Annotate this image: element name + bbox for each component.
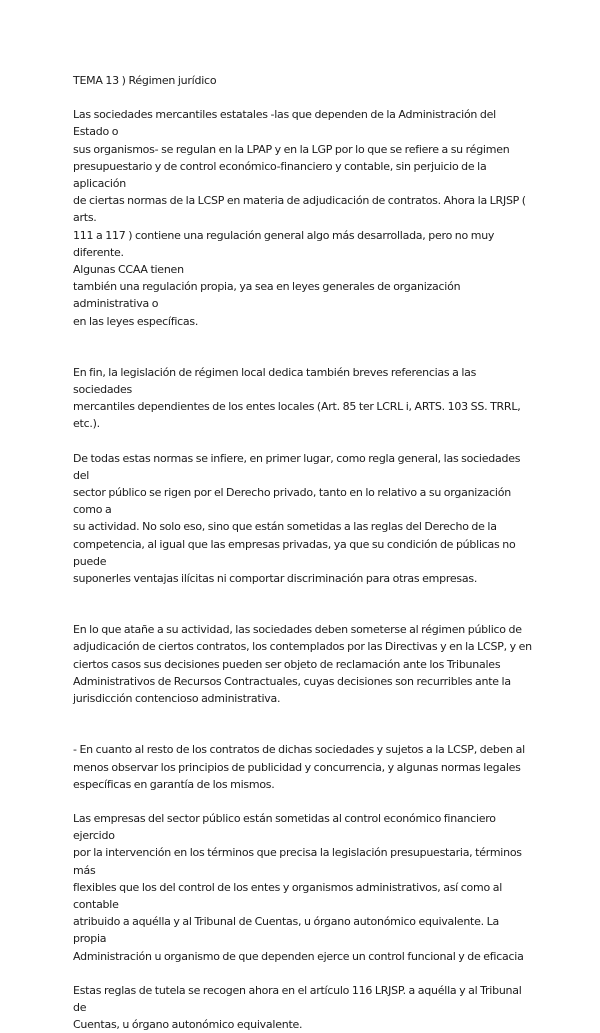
- document-body: [73, 72, 533, 1033]
- paragraph-derecho-privado: De todas estas normas se infiere, en primer lugar, como regla general, las sociedades del sector público se rigen por el Derecho privado, tanto en lo relativo a su organización como a su actividad. No solo eso, sino que están sometidas a las reglas del Derecho de la competencia, al igual que las empresas privadas, ya que su condición de públicas no puede suponerles ventajas ilícitas ni comportar discriminación para otras empresas.: [73, 451, 521, 586]
- paragraph-control-economico: Las empresas del sector público están sometidas al control económico financiero ejercido por la intervención en los términos que precisa la legislación presupuestaria, términos más flexibles que los del control de los entes y organismos administrativos, así como al contable atribuido a aquélla y al Tribunal de Cuentas, u órgano autonómico equivalente. La propia Administración u organismo de que dependen ejerce un control funcional y de eficacia: [73, 811, 524, 963]
- document-title: TEMA 13 ) Régimen jurídico: [73, 74, 217, 87]
- paragraph-sociedades-estatales: Las sociedades mercantiles estatales -las que dependen de la Administración del Estado o sus organismos- se regulan en la LPAP y en la LGP por lo que se refiere a su régimen presupuestario y de control económico-financiero y contable, sin perjuicio de la aplicación de ciertas normas de la LCSP en materia de adjudicación de contratos. Ahora la LRJSP ( arts. 111 a 117 ) contiene una regulación general algo más desarrollada, pero no muy diferente. Algunas CCAA tienen también una regulación propia, ya sea en leyes generales de organización administrativa o en las leyes específicas.: [73, 108, 526, 328]
- paragraph-spacer: [73, 707, 533, 741]
- paragraph-regimen-local: En fin, la legislación de régimen local dedica también breves referencias a las sociedades mercantiles dependientes de los entes locales (Art. 85 ter LCRL i, ARTS. 103 SS. TRRL, etc.).: [73, 365, 521, 431]
- paragraph-spacer: [73, 433, 533, 450]
- paragraph-spacer: [73, 793, 533, 810]
- paragraph-reglas-tutela: Estas reglas de tutela se recogen ahora en el artículo 116 LRJSP. a aquélla y al Tribunal de Cuentas, u órgano autonómico equivalente.: [73, 983, 522, 1032]
- paragraph-spacer: [73, 587, 533, 621]
- paragraph-spacer: [73, 330, 533, 364]
- paragraph-spacer: [73, 965, 533, 982]
- paragraph-actividad: En lo que atañe a su actividad, las sociedades deben someterse al régimen público de adjudicación de ciertos contratos, los contemplados por las Directivas y en la LCSP, y en ciertos casos sus decisiones pueden ser objeto de reclamación ante los Tribunales Administrativos de Recursos Contractuales, cuyas decisiones son recurribles ante la jurisdicción contencioso administrativa.: [73, 623, 532, 706]
- paragraph-resto-contratos: - En cuanto al resto de los contratos de dichas sociedades y sujetos a la LCSP, deben al menos observar los principios de publicidad y concurrencia, y algunas normas legales específicas en garantía de los mismos.: [73, 743, 525, 791]
